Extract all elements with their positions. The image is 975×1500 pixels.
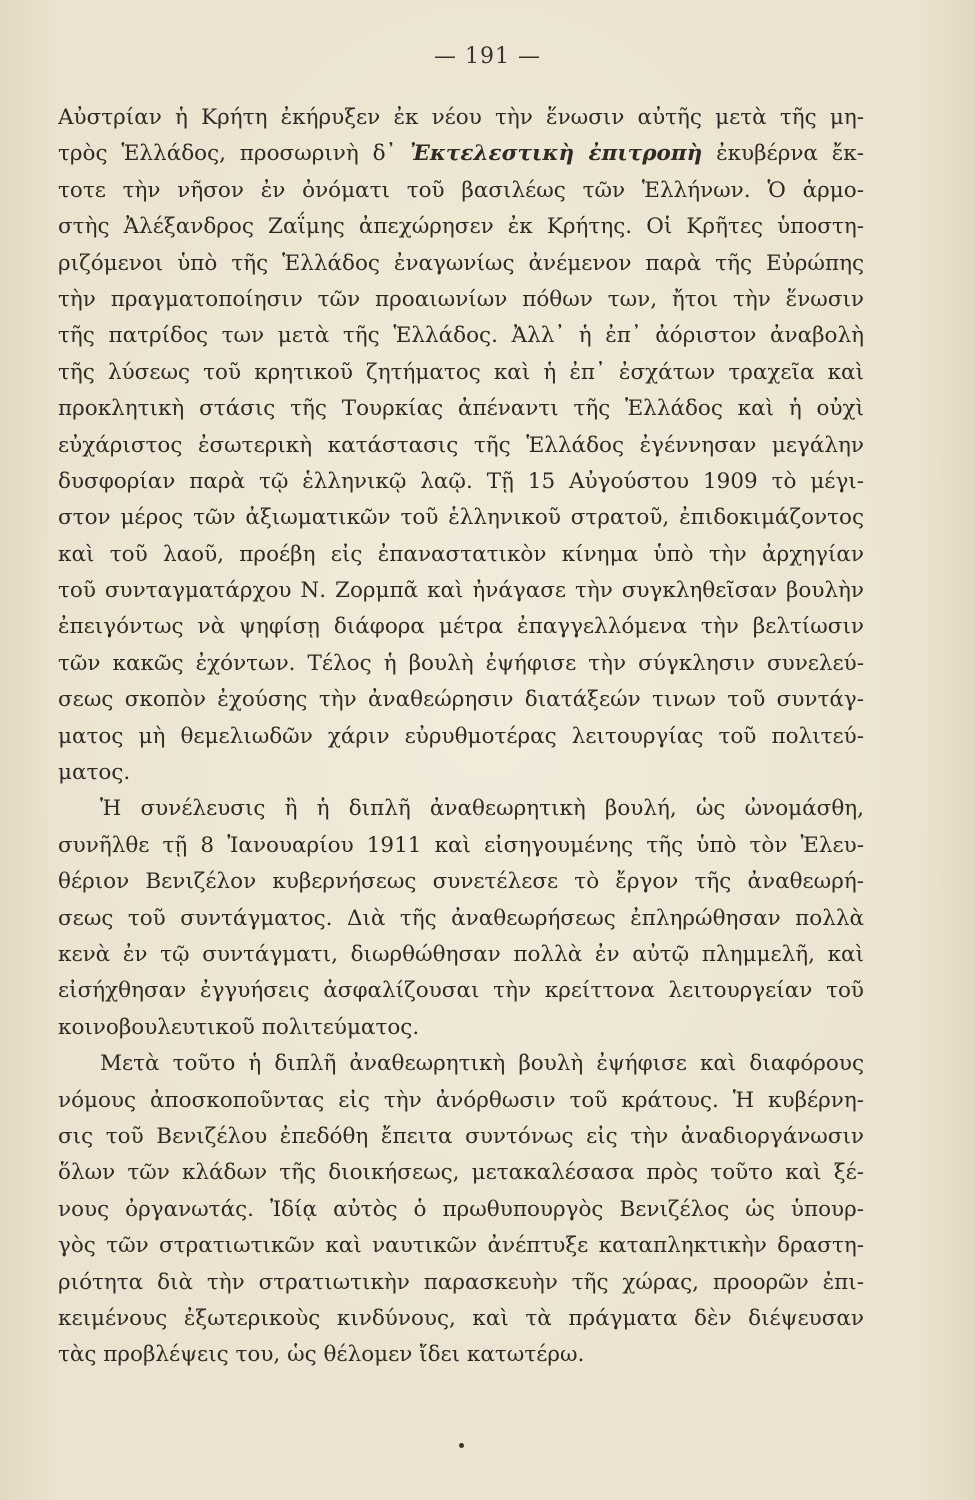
- text-line: ὅλων τῶν κλάδων τῆς διοικήσεως, μετακαλέσασα πρὸς τοῦτο καὶ ξέ-: [58, 1160, 864, 1186]
- emphasized-term: Ἐκτελεστικὴ ἐπιτροπὴ: [410, 141, 703, 167]
- text-line: τῶν κακῶς ἐχόντων. Τέλος ἡ βουλὴ ἐψήφισε τὴν σύγκλησιν συνελεύ-: [58, 650, 864, 676]
- print-mark: [459, 1443, 464, 1448]
- text-line: ματος μὴ θεμελιωδῶν χάριν εὐρυθμοτέρας λειτουργίας τοῦ πολιτεύ-: [58, 723, 864, 749]
- text-line: Αὐστρίαν ἡ Κρήτη ἐκήρυξεν ἐκ νέου τὴν ἕνωσιν αὐτῆς μετὰ τῆς μη-: [58, 105, 864, 130]
- text-line: καὶ τοῦ λαοῦ, προέβη εἰς ἐπαναστατικὸν κίνημα ὑπὸ τὴν ἀρχηγίαν: [58, 541, 864, 567]
- text-line: ριζόμενοι ὑπὸ τῆς Ἑλλάδος ἐναγωνίως ἀνέμενον παρὰ τῆς Εὐρώπης: [58, 250, 864, 276]
- text-line: κοινοβουλευτικοῦ πολιτεύματος.: [58, 1014, 420, 1040]
- text-line: νους ὀργανωτάς. Ἰδίᾳ αὐτὸς ὁ πρωθυπουργὸς Βενιζέλος ὡς ὑπουρ-: [58, 1196, 864, 1222]
- text-line: σεως τοῦ συντάγματος. Διὰ τῆς ἀναθεωρήσεως ἐπληρώθησαν πολλὰ: [58, 905, 864, 931]
- text-line: δυσφορίαν παρὰ τῷ ἑλληνικῷ λαῷ. Τῇ 15 Αὐγούστου 1909 τὸ μέγι-: [58, 468, 864, 494]
- text-line: τῆς λύσεως τοῦ κρητικοῦ ζητήματος καὶ ἡ ἐπ᾽ ἐσχάτων τραχεῖα καὶ: [58, 359, 864, 385]
- text-line: νόμους ἀποσκοποῦντας εἰς τὴν ἀνόρθωσιν τοῦ κράτους. Ἡ κυβέρνη-: [58, 1087, 864, 1113]
- page-text: [58, 100, 864, 1374]
- text-line: στον μέρος τῶν ἀξιωματικῶν τοῦ ἑλληνικοῦ στρατοῦ, ἐπιδοκιμάζοντος: [58, 505, 864, 531]
- text-line: κειμένους ἐξωτερικοὺς κινδύνους, καὶ τὰ πράγματα δὲν διέψευσαν: [58, 1305, 864, 1331]
- text-line: Μετὰ τοῦτο ἡ διπλῆ ἀναθεωρητικὴ βουλὴ ἐψήφισε καὶ διαφόρους: [100, 1051, 864, 1077]
- text-line: γὸς τῶν στρατιωτικῶν καὶ ναυτικῶν ἀνέπτυξε καταπληκτικὴν δραστη-: [58, 1233, 864, 1259]
- text-line: προκλητικὴ στάσις τῆς Τουρκίας ἀπέναντι τῆς Ἑλλάδος καὶ ἡ οὐχὶ: [58, 396, 864, 422]
- text-line: εὐχάριστος ἐσωτερικὴ κατάστασις τῆς Ἑλλάδος ἐγέννησαν μεγάλην: [58, 432, 864, 458]
- text-line: ματος.: [58, 760, 131, 786]
- text-line: τὴν πραγματοποίησιν τῶν προαιωνίων πόθων των, ἤτοι τὴν ἕνωσιν: [58, 286, 864, 312]
- text-line: τὰς προβλέψεις του, ὡς θέλομεν ἴδει κατωτέρω.: [58, 1342, 585, 1368]
- text-segment: ἐκυβέρνα ἔκ-: [702, 141, 864, 167]
- text-line: σις τοῦ Βενιζέλου ἐπεδόθη ἔπειτα συντόνως εἰς τὴν ἀναδιοργάνωσιν: [58, 1123, 864, 1149]
- text-line: ριότητα διὰ τὴν στρατιωτικὴν παρασκευὴν τῆς χώρας, προορῶν ἐπι-: [58, 1269, 864, 1295]
- text-segment: τρὸς Ἑλλάδος, προσωρινὴ δ᾽: [58, 141, 411, 167]
- text-line: στὴς Ἀλέξανδρος Ζαΐμης ἀπεχώρησεν ἐκ Κρήτης. Οἱ Κρῆτες ὑποστη-: [58, 214, 864, 240]
- text-line: συνῆλθε τῇ 8 Ἰανουαρίου 1911 καὶ εἰσηγουμένης τῆς ὑπὸ τὸν Ἐλευ-: [58, 832, 864, 858]
- text-line: σεως σκοπὸν ἐχούσης τὴν ἀναθεώρησιν διατάξεών τινων τοῦ συντάγ-: [58, 687, 864, 713]
- text-line: εἰσήχθησαν ἐγγυήσεις ἀσφαλίζουσαι τὴν κρείττονα λειτουργείαν τοῦ: [58, 978, 864, 1004]
- text-line: ἐπειγόντως νὰ ψηφίσῃ διάφορα μέτρα ἐπαγγελλόμενα τὴν βελτίωσιν: [58, 614, 864, 640]
- text-line: κενὰ ἐν τῷ συντάγματι, διωρθώθησαν πολλὰ ἐν αὐτῷ πλημμελῆ, καὶ: [58, 941, 864, 967]
- text-line: θέριον Βενιζέλον κυβερνήσεως συνετέλεσε τὸ ἔργον τῆς ἀναθεωρή-: [58, 869, 864, 895]
- text-line: τοτε τὴν νῆσον ἐν ὀνόματι τοῦ βασιλέως τῶν Ἑλλήνων. Ὁ ἁρμο-: [58, 177, 864, 203]
- page-number: — 191 —: [434, 44, 541, 69]
- text-line: τοῦ συνταγματάρχου Ν. Ζορμπᾶ καὶ ἠνάγασε τὴν συγκληθεῖσαν βουλὴν: [58, 578, 864, 604]
- text-line: τῆς πατρίδος των μετὰ τῆς Ἑλλάδος. Ἀλλ᾽ ἡ ἐπ᾽ ἀόριστον ἀναβολὴ: [58, 323, 864, 349]
- text-line: Ἡ συνέλευσις ἢ ἡ διπλῆ ἀναθεωρητικὴ βουλή, ὡς ὠνομάσθη,: [100, 796, 864, 822]
- text-line: [58, 136, 864, 172]
